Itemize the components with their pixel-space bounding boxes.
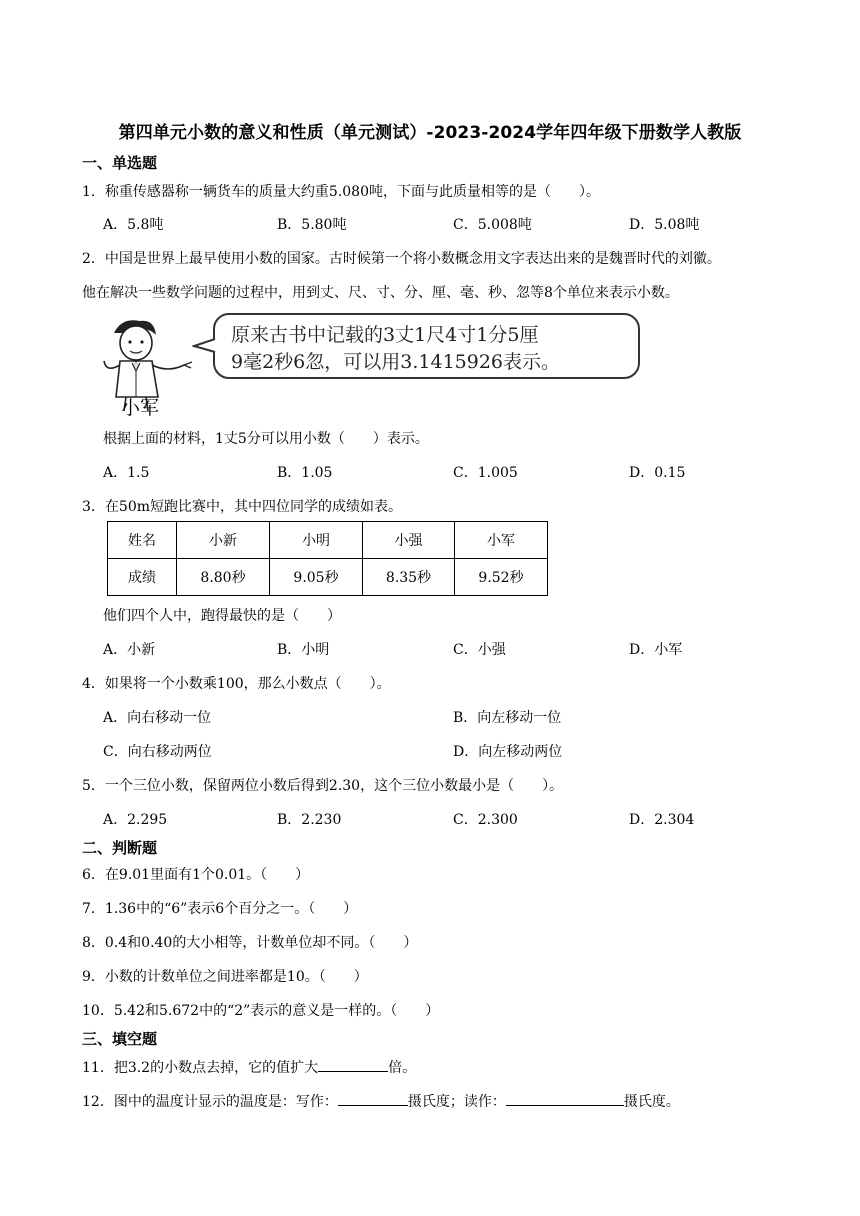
question-12 [82, 1091, 680, 1111]
question-3-option-a: A．小新 [103, 642, 156, 658]
table-cell: 9.05秒 [270, 559, 363, 596]
section-heading-fill: 三、填空题 [82, 1030, 158, 1048]
question-2-text-line2: 他在解决一些数学问题的过程中，用到丈、尺、寸、分、厘、毫、秒、忽等8个单位来表示小数。 [82, 285, 679, 301]
question-1-text: 1．称重传感器称一辆货车的质量大约重5.080吨，下面与此质量相等的是（ ）。 [82, 184, 600, 200]
question-12-text-middle: 摄氏度；读作： [407, 1094, 506, 1110]
question-2-option-b: B．1.05 [277, 465, 333, 481]
speech-bubble [213, 313, 640, 379]
question-3-prompt: 他们四个人中，跑得最快的是（ ） [103, 608, 341, 624]
question-1-option-c: C．5.008吨 [453, 217, 532, 233]
table-row [108, 522, 548, 559]
table-cell: 8.80秒 [177, 559, 270, 596]
question-7-text: 7．1.36中的“6”表示6个百分之一。（ ） [82, 901, 358, 917]
question-2-option-a: A．1.5 [103, 465, 150, 481]
section-heading-single-choice: 一、单选题 [82, 154, 158, 172]
question-3-option-c: C．小强 [453, 642, 506, 658]
table-cell: 9.52秒 [455, 559, 548, 596]
answer-blank[interactable] [318, 1057, 388, 1072]
question-4-option-c: C．向右移动两位 [103, 744, 212, 760]
table-cell: 成绩 [108, 559, 177, 596]
question-1-option-b: B．5.80吨 [277, 217, 347, 233]
question-11-text-after: 倍。 [388, 1060, 417, 1076]
question-6-text: 6．在9.01里面有1个0.01。（ ） [82, 867, 310, 883]
question-4-option-d: D．向左移动两位 [453, 744, 563, 760]
table-cell: 小强 [363, 522, 455, 559]
question-2-option-c: C．1.005 [453, 465, 518, 481]
question-5-option-a: A．2.295 [103, 812, 168, 828]
character-name-label: 小军 [121, 397, 160, 419]
question-1-option-d: D．5.08吨 [629, 217, 700, 233]
scores-table [107, 521, 548, 596]
answer-blank-written[interactable] [338, 1091, 408, 1106]
table-cell: 小新 [177, 522, 270, 559]
question-8-text: 8．0.4和0.40的大小相等，计数单位却不同。（ ） [82, 935, 418, 951]
question-3-text: 3．在50m短跑比赛中，其中四位同学的成绩如表。 [82, 499, 402, 515]
question-4-text: 4．如果将一个小数乘100，那么小数点（ ）。 [82, 676, 391, 692]
bubble-line-2: 9毫2秒6忽，可以用3.1415926表示。 [231, 351, 561, 373]
table-cell: 小明 [270, 522, 363, 559]
table-cell: 小军 [455, 522, 548, 559]
question-5-option-d: D．2.304 [629, 812, 695, 828]
question-5-option-b: B．2.230 [277, 812, 342, 828]
question-12-text-before: 12．图中的温度计显示的温度是：写作： [82, 1094, 338, 1110]
question-4-option-b: B．向左移动一位 [453, 710, 562, 726]
page-title: 第四单元小数的意义和性质（单元测试）-2023-2024学年四年级下册数学人教版 [118, 123, 742, 143]
question-3-option-b: B．小明 [277, 642, 330, 658]
question-9-text: 9．小数的计数单位之间进率都是10。（ ） [82, 969, 368, 985]
question-5-text: 5．一个三位小数，保留两位小数后得到2.30，这个三位小数最小是（ ）。 [82, 778, 564, 794]
table-row [108, 559, 548, 596]
table-cell: 姓名 [108, 522, 177, 559]
question-11-text-before: 11．把3.2的小数点去掉，它的值扩大 [82, 1060, 319, 1076]
question-11 [82, 1057, 416, 1077]
table-cell: 8.35秒 [363, 559, 455, 596]
question-2-option-d: D．0.15 [629, 465, 686, 481]
question-2-prompt: 根据上面的材料，1丈5分可以用小数（ ）表示。 [103, 431, 429, 447]
bubble-line-1: 原来古书中记载的3丈1尺4寸1分5厘 [231, 324, 539, 346]
question-10-text: 10．5.42和5.672中的“2”表示的意义是一样的。（ ） [82, 1003, 440, 1019]
question-4-option-a: A．向右移动一位 [103, 710, 212, 726]
section-heading-judge: 二、判断题 [82, 839, 158, 857]
question-12-text-after: 摄氏度。 [623, 1094, 680, 1110]
bubble-tail [192, 338, 216, 354]
answer-blank-read[interactable] [506, 1091, 624, 1106]
question-1-option-a: A．5.8吨 [103, 217, 164, 233]
question-2-text-line1: 2．中国是世界上最早使用小数的国家。古时候第一个将小数概念用文字表达出来的是魏晋时代的刘徽。 [82, 251, 721, 267]
question-3-option-d: D．小军 [629, 642, 683, 658]
question-5-option-c: C．2.300 [453, 812, 518, 828]
